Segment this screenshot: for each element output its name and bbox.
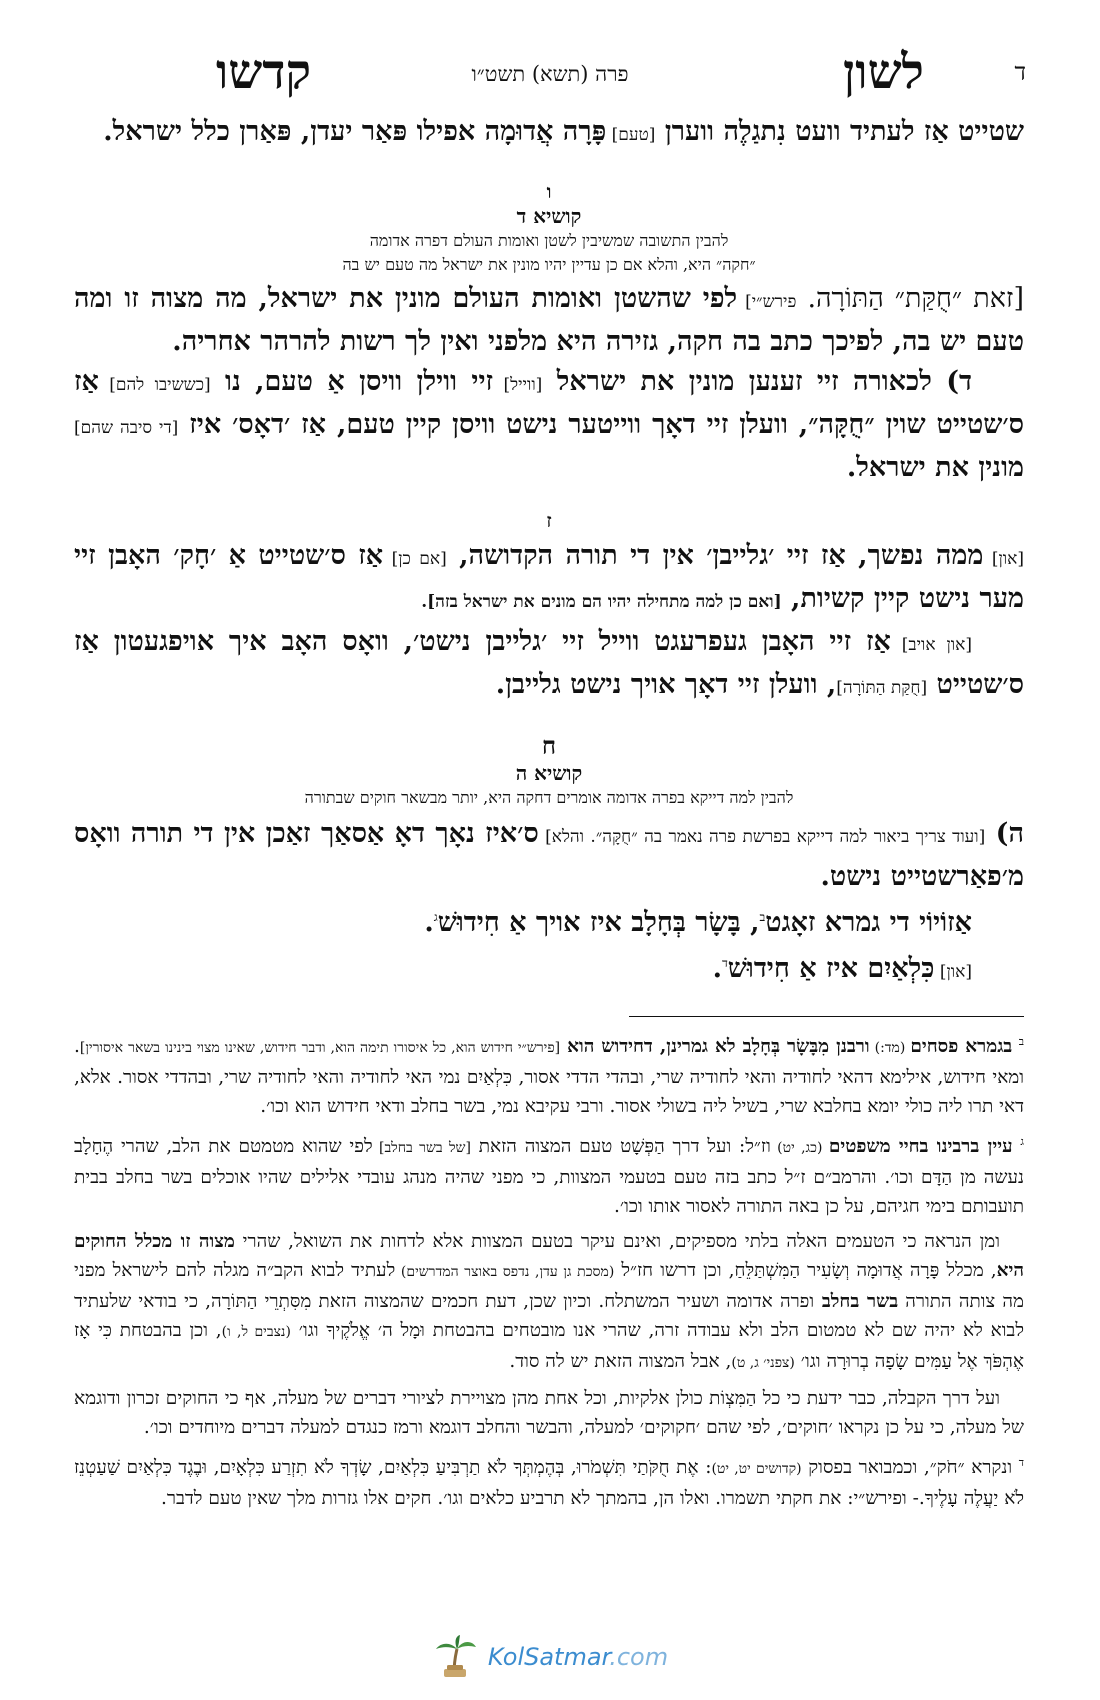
logo-name: KolSatmar (487, 1643, 610, 1671)
footnote-gimel: $^ג$ עיין ברבינו בחיי משפטים (כג, יט) וז״ל: ועל דרך הַפְּשָׁט טעם המצוה הזאת [של בשר בחלב] לפי שהוא מטמטם את הלב, שהרי הֶחָלָב נעשה מן הַדָּם וכו׳. והרמב״ם ז״ל כתב בזה טעם בטעמי המצוות, כי מפני שהיה מנהג עובדי אלילים שהיו אוכלים בשר בחלב בבית תועבותם בימי חגיהם, על כן באה התורה לאסור אותו וכו׳. (74, 1135, 1024, 1218)
palm-tree-icon (432, 1635, 478, 1679)
footnote-dalet: $^ד$ ונקרא ״חֹק״, וכמבואר בפסוק (קדושים יט, יט): אֶת חֻקֹּתַי תִּשְׁמֹרוּ, בְּהֶמְתְּךָ לֹא תַרְבִּיעַ כִּלְאַיִם, שָׂדְךָ לֹא תִזְרַע כִּלְאָיִם, וּבֶגֶד כִּלְאַיִם שַׁעַטְנֵז לֹא יַעֲלֶה עָלֶיךָ.- ופירש״י: את חקתי תשמרו. ואלו הן, בהמתך לא תרביע כלאים וגו׳. חקים אלו גזרות מלך שאין טעם לדבר. (74, 1456, 1025, 1510)
section-chet-heading (74, 732, 1024, 810)
footnote-bet: $^ב$ בגמרא פסחים (מד:) ורבנן מִבָּשָׂר בְּחָלָב לא גמרינן, דחידוש הוא [פירש״י חידוש הוא, כל איסורו תימה הוא, ודבר חידוש, שאינו מצוי בינינו בשאר איסורין]. ומאי חידוש, אילימא דהאי לחודיה והאי לחודיה שרי, ובהדי הדדי אסור, כִּלְאַיִם נמי האי לחודיה והאי לחודיה שרי, ובהדדי אסור. אלא, דאי תרו ליה כולי יומא בחלבא שרי, בשיל ליה בשולי אסור. ורבי עקיבא נמי, בשר בחלב ודאי חידוש הוא וכו׳. (74, 1035, 1025, 1118)
kushya-subtitle-2: ״חקה״ היא, והלא אם כן עדיין יהיו מונין את ישראל מה טעם יש בה (342, 255, 756, 274)
kushya-subtitle-1: להבין למה דייקא בפרה אדומה אומרים דחקה היא, יותר מבשאר חוקים שבתורה (304, 788, 794, 807)
section-letter: ו (546, 181, 552, 203)
kushya-subtitle-1: להבין התשובה שמשיבין לשטן ואומות העולם דפרה אדומה (369, 231, 729, 250)
paragraph-zayin-1: [און] ממה נפשך, אַז זיי ׳גלייבן׳ אין די תורה הקדושה, [אם כן] אַז ס׳שטייט אַ ׳חָק׳ האָבן זיי מער נישט קיין קשיות, [ואם כן למה מתחילה יהיו הם מונים את ישראל בזה]. (74, 540, 1024, 614)
paragraph-gemara: אַזוֹיוֹי די גמרא זאָגט$^ב$, בָּשָׂר בְּחָלָב איז אויך אַ חִידוּשׁ$^ג$. (424, 907, 972, 938)
paragraph-continuation: שטייט אַז לעתיד וועט נִתגַלֶה ווערן [טעם] פָּרָה אֲדוּמָה אפילו פּאַר יעדן, פּאַרן כלל ישראל. (103, 116, 1024, 147)
header-title-right: לשון (843, 44, 924, 100)
paragraph-dalet: ד) לכאורה זיי זענען מונין את ישראל [ווייל] זיי ווילן וויסן אַ טעם, נו [כששיבו להם] אַז ס׳שטייט שוין ״חֻקָּה״, וועלן זיי דאָך ווייטער נישט וויסן קיין טעם, אַז ׳דאָס׳ איז [די סיבה שהם] מונין את ישראל. (74, 366, 1024, 483)
logo-tld: .com (609, 1643, 669, 1671)
paragraph-heh: ה) [ועוד צריך ביאור למה דייקא בפרשת פרה נאמר בה ״חֻקָּה״. והלא] ס׳איז נאָך דאָ אַסאַך זאַכן אין די תורה וואָס מ׳פאַרשטייט נישט. (74, 818, 1024, 892)
section-letter: ח (541, 731, 557, 760)
paragraph-zayin-2: [און אויב] אַז זיי האָבן געפרעגט ווייל זיי ׳גלייבן נישט׳, וואָס האָב איך אויפגעטון אַז ס׳שטייט [חֻקַּת הַתּוֹרָה], וועלן זיי דאָך אויך נישט גלייבן. (74, 626, 1024, 700)
page-number: ד (1014, 58, 1026, 86)
kushya-title: קושיא ה (515, 761, 583, 785)
section-vav-heading (74, 181, 1024, 277)
paragraph-rashi: [זאת ״חֻקַּת״ הַתּוֹרָה. פירש״י] לפי שהשטן ואומות העולם מונין את ישראל, מה מצוה זו ומה טעם יש בה, לפיכך כתב בה חקה, גזירה היא מלפני ואין לך רשות להרהר אחריה. (74, 283, 1024, 357)
header-title-left: קדשו (216, 44, 312, 100)
running-header (0, 44, 1100, 104)
footnote-gimel-cont-1: ומן הנראה כי הטעמים האלה בלתי מספיקים, ואינם עיקר בטעם המצוות אלא לדחות את השואל, שהרי מצוה זו מכלל החוקים היא, מכלל פָּרָה אֲדוּמָה וְשָׂעִיר הַמִּשְׁתַּלֵּחַ, וכן דרשו חז״ל (מסכת גן עדן, נדפס באוצר המדרשים) לעתיד לבוא הקב״ה מגלה להם לישראל מפני מה צותה התורה בשר בחלב ופרה אדומה ושעיר המשתלח. וכיון שכן, דעת חכמים שהמצוה הזאת מִסִּתְרֵי הַתּוֹרָה, כי בודאי שלעתיד לבוא לא יהיה שם לא טמטום הלב ולא עבודה זרה, שהרי אנו מובטחים בהבטחת וּמָל ה׳ אֱלֹקֶיךָ וגו׳ (נצבים ל, ו), וכן בהבטחת כִּי אָז אֶהְפֹּךְ אֶל עַמִּים שָׂפָה בְרוּרָה וגו׳ (צפני׳ ג, ט), אבל המצוה הזאת יש לה סוד. (74, 1231, 1024, 1373)
section-letter: ז (546, 510, 552, 532)
header-parsha: פרה (תשא) תשט״ו (471, 62, 629, 86)
section-zayin-heading (74, 510, 1024, 532)
main-body (74, 112, 1024, 1519)
paragraph-kilayim: [און] כִּלְאַיִם איז אַ חִידוּשׁ$^ד$. (712, 953, 972, 984)
footnote-separator (629, 1016, 1024, 1017)
kushya-title: קושיא ד (516, 204, 582, 228)
footnote-gimel-cont-2: ועל דרך הקבלה, כבר ידעת כי כל הַמִּצְוֹת כולן אלקיות, וכל אחת מהן מצויירת לציורי דברים של מעלה, אף כי החוקים זכרון ודוגמא של מעלה, כי על כן נקראו ׳חוקים׳, לפי שהם ׳חקוקים׳ למעלה, והבשר והחלב דוגמא ורמז כנגדם למעלה דברים מיוחדים וכו׳. (74, 1388, 1024, 1439)
site-logo (0, 1635, 1100, 1685)
